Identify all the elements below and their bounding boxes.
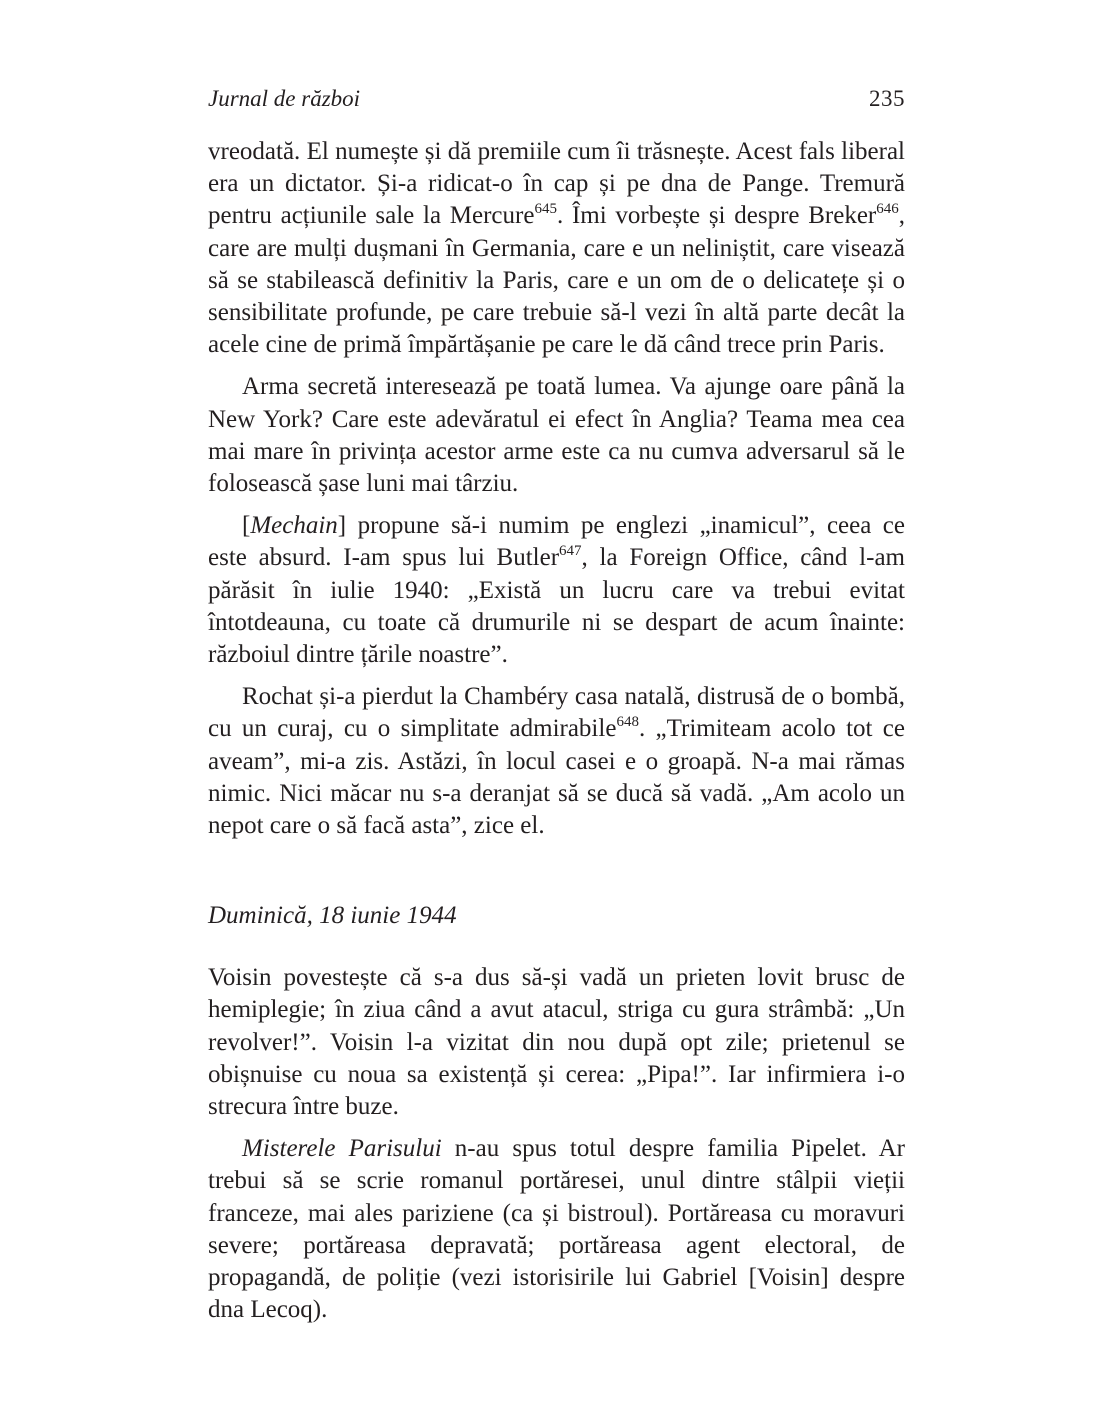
bracket: [ (242, 512, 251, 540)
paragraph (208, 510, 905, 671)
book-page (208, 84, 905, 1327)
paragraph-text: . „Trimiteam acolo tot ce aveam”, mi-a zis. Astăzi, în locul casei e o groapă. N-a mai rămas nimic. Nici măcar nu s-a deranjat să se ducă să vadă. „Am acolo un nepot care o să facă asta”, zice el. (208, 715, 905, 840)
footnote-ref[interactable]: 646 (876, 201, 899, 218)
paragraph: Arma secretă interesează pe toată lumea. Va ajunge oare până la New York? Care este adevăratul ei efect în Anglia? Teama mea cea mai mare în privința acestor arme este ca nu cumva adversarul să le folosească șase luni mai târziu. (208, 373, 905, 498)
page-number: 235 (869, 86, 905, 111)
paragraph-text: Rochat și-a pierdut la Chambéry casa natală, distrusă de o bombă, cu un curaj, cu o simplitate admirabile (208, 683, 905, 743)
paragraph-text: ] propune să-i numim pe englezi „inamicul”, ceea ce este absurd. I-am spus lui Butler (208, 512, 905, 572)
text-section-2 (208, 962, 905, 1326)
diary-entry-date: Duminică, 18 iunie 1944 (208, 902, 457, 930)
paragraph-text: , care are mulți dușmani în Germania, care e un neliniștit, care visează să se stabilească definitiv la Paris, care e un om de o delicatețe și o sensibilitate profunde, pe care trebuie să-l vezi în altă parte decât la acele cine de primă împărtășanie pe care le dă când trece prin Paris. (208, 202, 905, 359)
running-header (208, 84, 905, 114)
footnote-ref[interactable]: 645 (534, 201, 557, 218)
paragraph (208, 136, 905, 361)
paragraph (208, 1133, 905, 1326)
paragraph-text: . Îmi vorbește și despre Breker (556, 202, 877, 230)
paragraph-text: n-au spus totul despre familia Pipelet. Ar trebui să se scrie romanul portăresei, unul dintre stâlpii vieții franceze, mai ales pariziene (ca și bistroul). Portăreasa cu moravuri severe; portăreasa depravată; portăreasa agent electoral, de propagandă, de poliție (vezi istorisirile lui Gabriel [Voisin] despre dna Lecoq). (208, 1135, 905, 1324)
paragraph (208, 681, 905, 842)
footnote-ref[interactable]: 648 (616, 714, 639, 731)
paragraph: Voisin povestește că s-a dus să-și vadă un prieten lovit brusc de hemiplegie; în ziua când a avut atacul, striga cu gura strâmbă: „Un revolver!”. Voisin l-a vizitat din nou după opt zile; prietenul se obișnuise cu noua sa existență și cerea: „Pipa!”. Iar infirmiera i-o strecura între buze. (208, 964, 905, 1121)
footnote-ref[interactable]: 647 (559, 543, 582, 560)
person-name: Mechain (250, 512, 338, 540)
text-section-1 (208, 136, 905, 842)
running-title: Jurnal de război (208, 86, 361, 111)
paragraph-text: , la Foreign Office, când l-am părăsit în iulie 1940: „Există un lucru care va trebui evitat întotdeauna, cu toate că drumurile ni se despart de acum înainte: războiul dintre țările noastre”. (208, 544, 905, 669)
book-title: Misterele Parisului (242, 1135, 442, 1163)
paragraph-text: vreodată. El numește și dă premiile cum îi trăsnește. Acest fals liberal era un dictator. Și-a ridicat-o în cap și pe dna de Pange. Tremură pentru acțiunile sale la Mercure (208, 138, 905, 230)
